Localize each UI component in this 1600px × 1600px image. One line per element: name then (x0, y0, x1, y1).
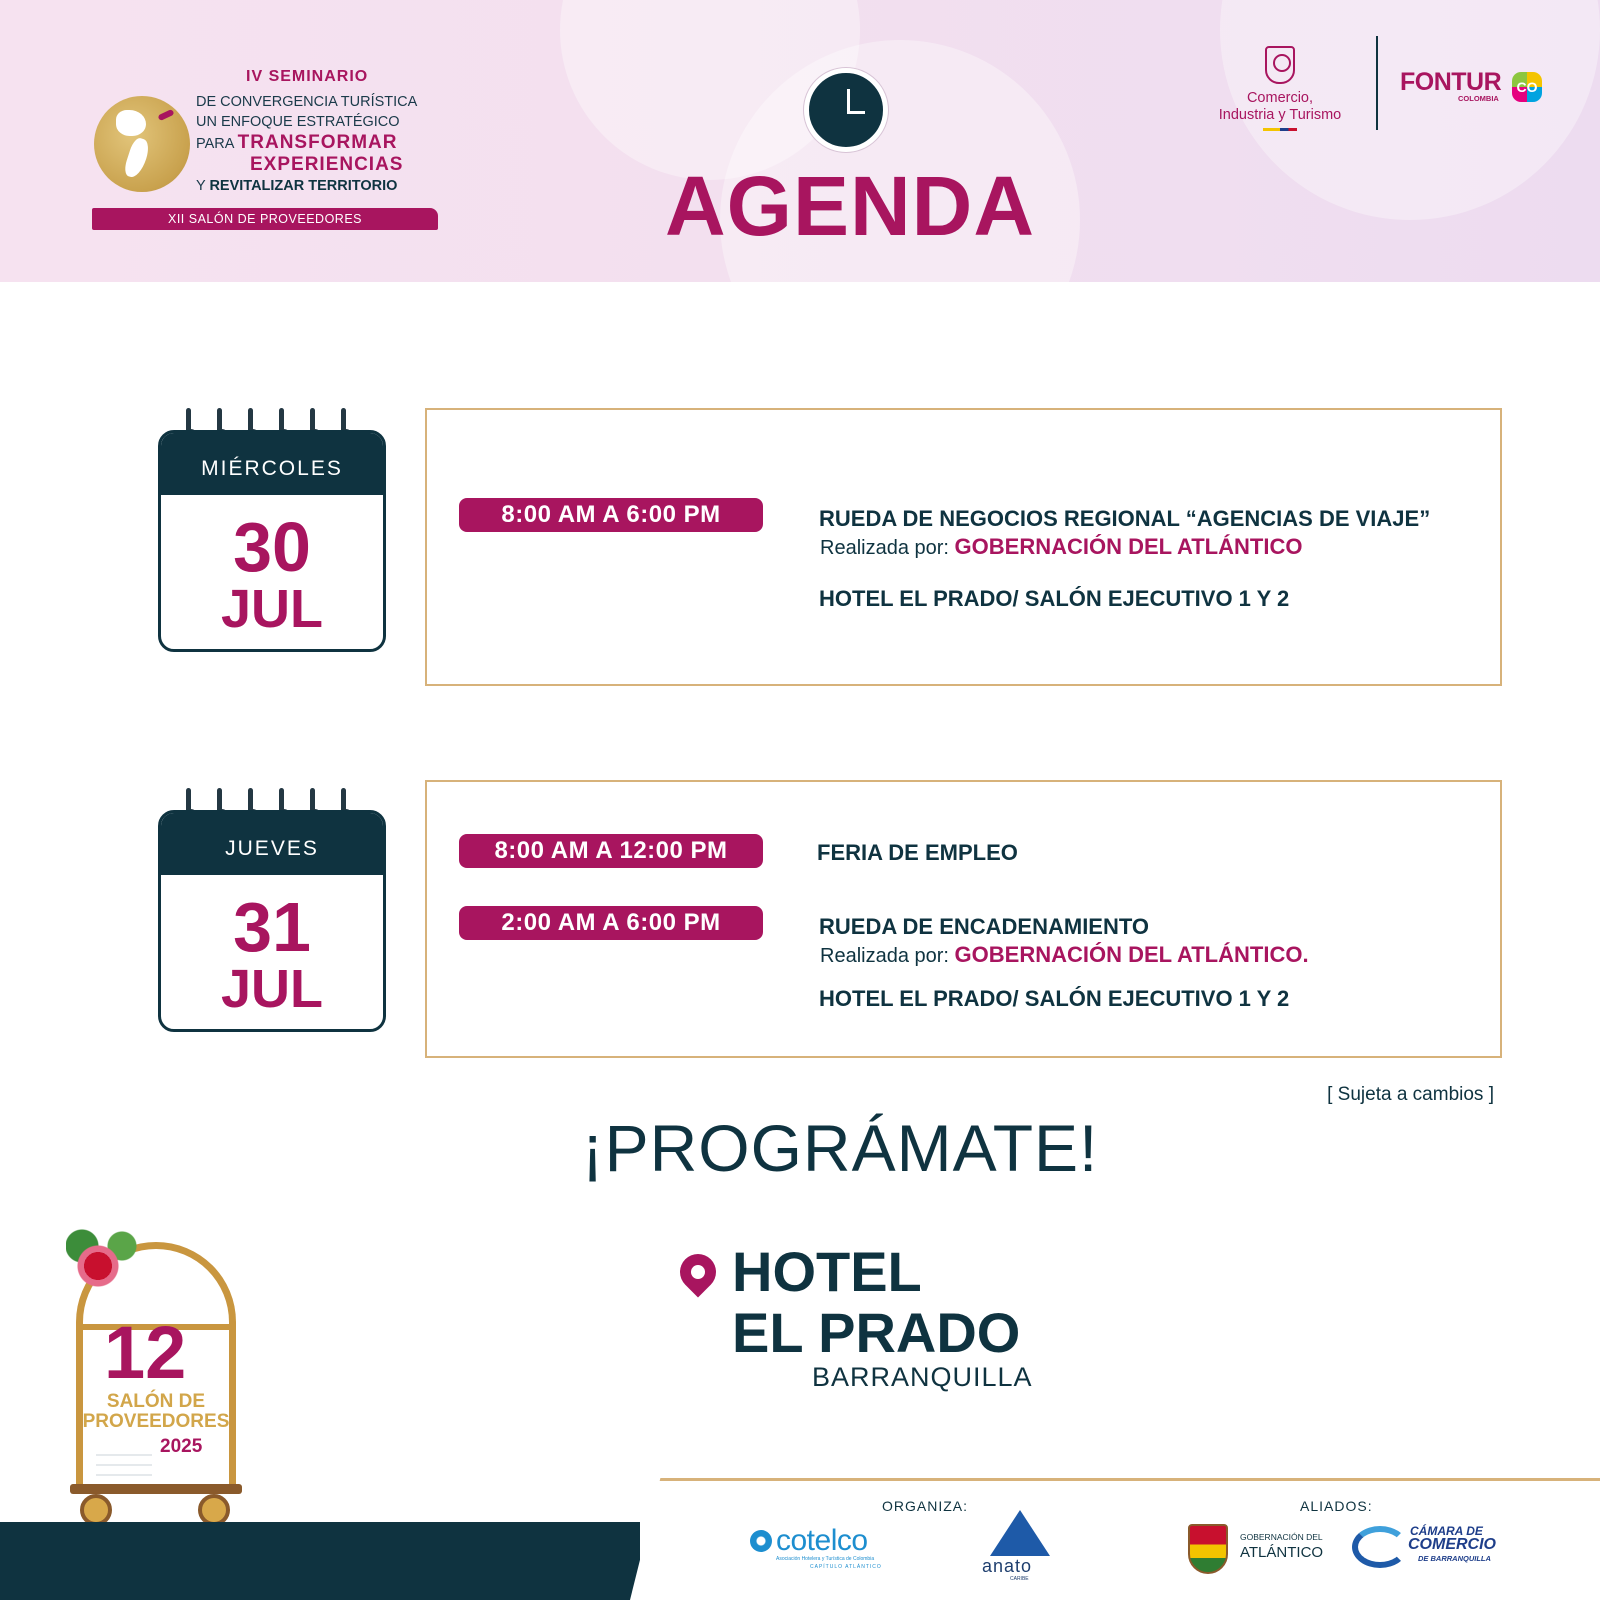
seminar-line: DE CONVERGENCIA TURÍSTICA (196, 94, 418, 110)
organiza-label: ORGANIZA: (882, 1498, 969, 1514)
cotelco-mark-icon (750, 1530, 772, 1552)
date-month: JUL (220, 959, 323, 1019)
seminar-prefix: Y (196, 178, 206, 194)
salon-line: SALÓN DE (106, 1391, 206, 1412)
fontur-logo (1400, 68, 1550, 108)
anato-mark-icon (990, 1510, 1050, 1556)
calendar-card-day2 (158, 800, 386, 1032)
cotelco-logo (750, 1524, 886, 1574)
camara-comercio-logo (1352, 1514, 1502, 1584)
venue-name-line2: EL PRADO (732, 1301, 1021, 1364)
camara-line: COMERCIO (1408, 1536, 1496, 1553)
organizer-name: GOBERNACIÓN DEL ATLÁNTICO (954, 534, 1303, 559)
event-title: RUEDA DE NEGOCIOS REGIONAL “AGENCIAS DE VIAJE” (819, 506, 1431, 531)
anato-word: anato (982, 1556, 1033, 1576)
fontur-word: FONTUR (1400, 68, 1502, 96)
ministry-line: Industria y Turismo (1218, 107, 1342, 123)
gobernacion-logo (1188, 1522, 1338, 1578)
towels-icon (96, 1446, 152, 1486)
calendar-card-day1 (158, 420, 386, 652)
date-month: JUL (220, 579, 323, 639)
anato-sub: CARIBE (1010, 1576, 1029, 1582)
anato-logo (978, 1510, 1062, 1582)
event-title: FERIA DE EMPLEO (817, 840, 1018, 865)
event-organizer (820, 534, 1302, 560)
organizer-label: Realizada por: (820, 537, 949, 559)
salon-number: 12 (104, 1311, 187, 1394)
weekday-label: JUEVES (161, 813, 383, 875)
gobernacion-line: GOBERNACIÓN DEL (1240, 1532, 1323, 1542)
cotelco-word: cotelco (776, 1524, 868, 1557)
venue-city: BARRANQUILLA (812, 1362, 1033, 1392)
ministry-line: Comercio, (1246, 90, 1314, 106)
gobernacion-line: ATLÁNTICO (1240, 1544, 1324, 1561)
cotelco-sub: Asociación Hotelera y Turística de Colombia (776, 1556, 875, 1562)
event-box-day2 (425, 780, 1502, 1058)
event-place: HOTEL EL PRADO/ SALÓN EJECUTIVO 1 Y 2 (819, 986, 1290, 1011)
time-pill: 8:00 AM A 6:00 PM (459, 498, 763, 532)
cart-base (70, 1484, 242, 1494)
organizer-label: Realizada por: (820, 945, 949, 967)
salon-year: 2025 (160, 1436, 203, 1457)
date-number: 30 (233, 508, 311, 586)
seminar-highlight: TRANSFORMAR (237, 132, 398, 153)
globe-icon (94, 96, 190, 192)
camara-line: CÁMARA DE (1410, 1524, 1483, 1538)
divider (1376, 36, 1378, 130)
header-banner (0, 0, 1600, 282)
seminar-band: XII SALÓN DE PROVEEDORES (92, 208, 438, 230)
venue-name-line1: HOTEL (732, 1240, 922, 1303)
seminar-edition: IV SEMINARIO (246, 68, 369, 85)
camara-line: DE BARRANQUILLA (1418, 1554, 1491, 1563)
flag-stripe (1263, 128, 1297, 131)
flowers-icon (66, 1222, 146, 1302)
co-badge: CO (1512, 72, 1542, 102)
event-organizer (820, 942, 1309, 968)
time-pill: 8:00 AM A 12:00 PM (459, 834, 763, 868)
footer-dark-band (0, 1522, 640, 1600)
salon-line: PROVEEDORES (82, 1411, 230, 1432)
event-place: HOTEL EL PRADO/ SALÓN EJECUTIVO 1 Y 2 (819, 586, 1290, 611)
date-number: 31 (233, 888, 311, 966)
location-pin-icon (673, 1247, 724, 1298)
swoosh-icon (1352, 1526, 1408, 1568)
aliados-label: ALIADOS: (1300, 1498, 1373, 1514)
time-pill: 2:00 AM A 6:00 PM (459, 906, 763, 940)
seminar-prefix: PARA (196, 136, 234, 152)
organizer-name: GOBERNACIÓN DEL ATLÁNTICO. (954, 942, 1309, 967)
page-title: AGENDA (664, 159, 1035, 253)
salon-proveedores-logo (66, 1222, 252, 1530)
disclaimer-note: [ Sujeta a cambios ] (1327, 1084, 1494, 1105)
weekday-label: MIÉRCOLES (161, 433, 383, 495)
seminar-line: UN ENFOQUE ESTRATÉGICO (196, 114, 400, 130)
coat-of-arms-icon (1265, 46, 1295, 84)
ministry-logo (1200, 46, 1360, 131)
fontur-sub: COLOMBIA (1458, 94, 1499, 103)
seminar-strong: REVITALIZAR TERRITORIO (209, 178, 398, 194)
event-box-day1 (425, 408, 1502, 686)
shield-icon (1188, 1524, 1228, 1574)
cotelco-chapter: CAPÍTULO ATLÁNTICO (810, 1564, 882, 1570)
event-title: RUEDA DE ENCADENAMIENTO (819, 914, 1150, 939)
seminar-highlight: EXPERIENCIAS (250, 154, 404, 175)
call-to-action: ¡PROGRÁMATE! (581, 1111, 1099, 1185)
seminar-logo (90, 62, 450, 232)
clock-icon (804, 68, 888, 152)
